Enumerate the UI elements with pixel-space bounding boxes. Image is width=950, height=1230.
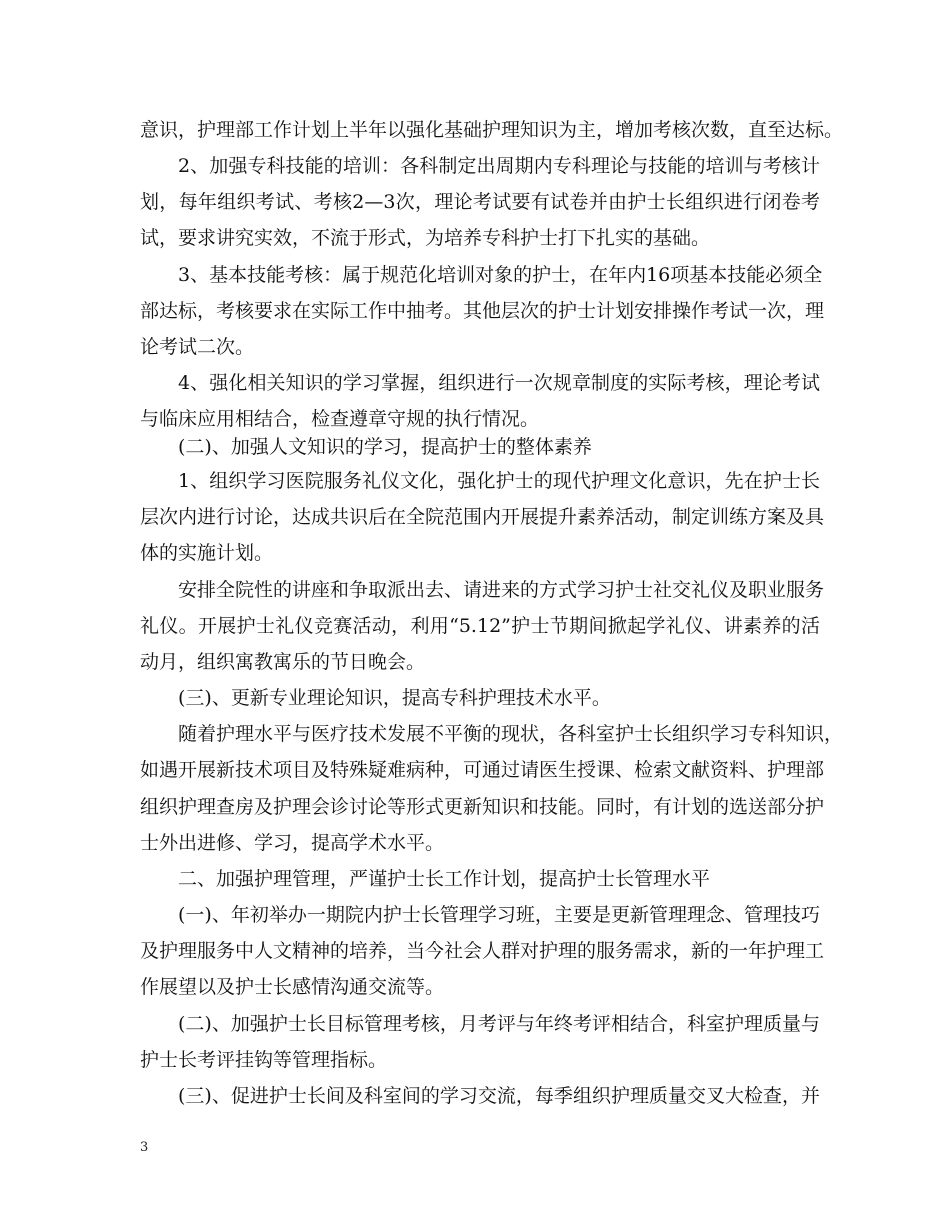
- text-line: 及护理服务中人文精神的培养，当今社会人群对护理的服务需求，新的一年护理工: [140, 940, 825, 962]
- text-line: 安排全院性的讲座和争取派出去、请进来的方式学习护士社交礼仪及职业服务: [178, 579, 825, 601]
- text-line: 试，要求讲究实效，不流于形式，为培养专科护士打下扎实的基础。: [140, 227, 711, 249]
- text-line: 意识，护理部工作计划上半年以强化基础护理知识为主，增加考核次数，直至达标。: [140, 119, 844, 141]
- text-line: 作展望以及护士长感情沟通交流等。: [140, 976, 445, 998]
- text-line: 组织护理查房及护理会诊讨论等形式更新知识和技能。同时，有计划的选送部分护: [140, 796, 825, 818]
- text-line: 士外出进修、学习，提高学术水平。: [140, 832, 445, 854]
- section-heading: (三)、更新专业理论知识，提高专科护理技术水平。: [178, 687, 611, 709]
- text-line: (一)、年初举办一期院内护士长管理学习班，主要是更新管理理念、管理技巧: [178, 904, 820, 926]
- text-line: 如遇开展新技术项目及特殊疑难病种，可通过请医生授课、检索文献资料、护理部: [140, 759, 825, 781]
- text-line: 层次内进行讨论，达成共识后在全院范围内开展提升素养活动，制定训练方案及具: [140, 506, 825, 528]
- text-line: 划，每年组织考试、考核2—3次，理论考试要有试卷并由护士长组织进行闭卷考: [140, 191, 820, 213]
- text-line: (三)、促进护士长间及科室间的学习交流，每季组织护理质量交叉大检查，并: [178, 1085, 820, 1107]
- text-line: 1、组织学习医院服务礼仪文化，强化护士的现代护理文化意识，先在护士长: [178, 470, 820, 492]
- text-line: 护士长考评挂钩等管理指标。: [140, 1049, 388, 1071]
- text-line: 动月，组织寓教寓乐的节日晚会。: [140, 651, 426, 673]
- text-line: 4、强化相关知识的学习掌握，组织进行一次规章制度的实际考核，理论考试: [178, 372, 820, 394]
- section-heading: (二)、加强人文知识的学习，提高护士的整体素养: [178, 436, 592, 458]
- text-line: 部达标，考核要求在实际工作中抽考。其他层次的护士计划安排操作考试一次，理: [140, 300, 825, 322]
- text-line: 随着护理水平与医疗技术发展不平衡的现状，各科室护士长组织学习专科知识，: [178, 723, 844, 745]
- text-line: (二)、加强护士长目标管理考核，月考评与年终考评相结合，科室护理质量与: [178, 1013, 820, 1035]
- text-line: 体的实施计划。: [140, 542, 274, 564]
- text-line: 论考试二次。: [140, 336, 255, 358]
- text-line: 2、加强专科技能的培训：各科制定出周期内专科理论与技能的培训与考核计: [178, 155, 820, 177]
- section-heading: 二、加强护理管理，严谨护士长工作计划，提高护士长管理水平: [178, 868, 711, 890]
- text-line: 3、基本技能考核：属于规范化培训对象的护士，在年内16项基本技能必须全: [178, 264, 823, 286]
- text-line: 礼仪。开展护士礼仪竞赛活动，利用“5.12”护士节期间掀起学礼仪、讲素养的活: [140, 615, 820, 637]
- text-line: 与临床应用相结合，检查遵章守规的执行情况。: [140, 408, 540, 430]
- page-number: 3: [140, 1140, 149, 1155]
